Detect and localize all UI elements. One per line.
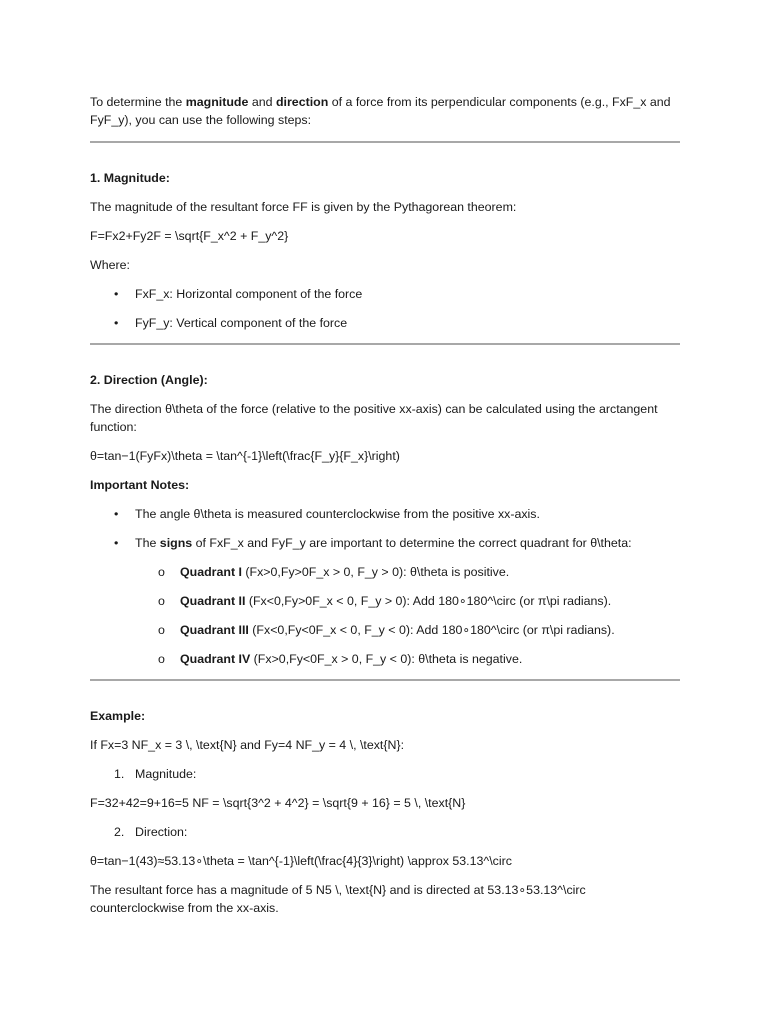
list-item-bold: signs — [159, 536, 193, 550]
where-label: Where: — [90, 258, 130, 272]
example-step-2 — [90, 823, 680, 841]
intro-bold-magnitude: magnitude — [185, 95, 249, 109]
quadrant-text: (Fx>0,Fy<0F_x > 0, F_y < 0): θ\theta is negative. — [250, 652, 523, 666]
quadrant-text: (Fx<0,Fy<0F_x < 0, F_y < 0): Add 180∘180^\circ (or π\pi radians). — [248, 623, 615, 637]
quadrant-item — [90, 563, 680, 581]
step-number: 1. — [114, 767, 125, 781]
list-item-text: FyF_y: Vertical component of the force — [135, 316, 348, 330]
example-magnitude-formula: F=32+42=9+16=5 NF = \sqrt{3^2 + 4^2} = \sqrt{9 + 16} = 5 \, \text{N} — [90, 796, 466, 810]
list-item-text: of FxF_x and FyF_y are important to determine the correct quadrant for θ\theta: — [192, 536, 632, 550]
magnitude-section — [90, 143, 680, 332]
bullet-icon: • — [114, 316, 119, 330]
example-given: If Fx=3 NF_x = 3 \, \text{N} and Fy=4 NF_y = 4 \, \text{N}: — [90, 738, 405, 752]
circle-bullet-icon: o — [158, 594, 165, 608]
intro-paragraph — [90, 93, 680, 129]
circle-bullet-icon: o — [158, 652, 165, 666]
component-list — [90, 285, 680, 332]
magnitude-heading: 1. Magnitude: — [90, 171, 170, 185]
list-item — [90, 285, 680, 303]
quadrant-name: Quadrant III — [180, 623, 249, 637]
list-item-text: The angle θ\theta is measured counterclockwise from the positive xx-axis. — [135, 507, 540, 521]
bullet-icon: • — [114, 287, 119, 301]
step-number: 2. — [114, 825, 125, 839]
quadrant-name: Quadrant I — [180, 565, 242, 579]
quadrant-item — [90, 650, 680, 668]
quadrant-list — [135, 563, 680, 668]
example-conclusion: The resultant force has a magnitude of 5 N5 \, \text{N} and is directed at 53.13∘53.13^\circ counterclockwise from the xx-axis. — [90, 883, 586, 915]
example-section — [90, 681, 680, 917]
intro-text: To determine the — [90, 95, 186, 109]
magnitude-formula: F=Fx2+Fy2F = \sqrt{F_x^2 + F_y^2} — [90, 229, 289, 243]
intro-text: and — [248, 95, 276, 109]
example-direction-formula: θ=tan−1(43)≈53.13∘\theta = \tan^{-1}\left(\frac{4}{3}\right) \approx 53.13^\circ — [90, 854, 512, 868]
list-item-text: FxF_x: Horizontal component of the force — [135, 287, 363, 301]
list-item — [90, 314, 680, 332]
quadrant-item — [90, 592, 680, 610]
notes-list — [90, 505, 680, 668]
circle-bullet-icon: o — [158, 623, 165, 637]
direction-section — [90, 345, 680, 668]
direction-description: The direction θ\theta of the force (relative to the positive xx-axis) can be calculated using the arctangent function: — [90, 402, 658, 434]
quadrant-text: (Fx>0,Fy>0F_x > 0, F_y > 0): θ\theta is positive. — [241, 565, 510, 579]
list-item — [90, 534, 680, 668]
document-page — [90, 93, 680, 928]
important-notes-heading: Important Notes: — [90, 478, 190, 492]
list-item — [90, 505, 680, 523]
step-label: Direction: — [135, 825, 188, 839]
example-heading: Example: — [90, 709, 146, 723]
magnitude-description: The magnitude of the resultant force FF is given by the Pythagorean theorem: — [90, 200, 517, 214]
example-step-1 — [90, 765, 680, 783]
intro-bold-direction: direction — [275, 95, 329, 109]
quadrant-text: (Fx<0,Fy>0F_x < 0, F_y > 0): Add 180∘180^\circ (or π\pi radians). — [245, 594, 612, 608]
step-label: Magnitude: — [135, 767, 197, 781]
list-item — [90, 823, 680, 841]
circle-bullet-icon: o — [158, 565, 165, 579]
list-item — [90, 765, 680, 783]
bullet-icon: • — [114, 536, 119, 550]
bullet-icon: • — [114, 507, 119, 521]
quadrant-name: Quadrant IV — [180, 652, 251, 666]
quadrant-name: Quadrant II — [180, 594, 246, 608]
intro-text: of a force from its perpendicular components (e.g., FxF_x and FyF_y), you can use the following steps: — [90, 95, 671, 127]
direction-formula: θ=tan−1(FyFx)\theta = \tan^{-1}\left(\frac{F_y}{F_x}\right) — [90, 449, 400, 463]
direction-heading: 2. Direction (Angle): — [90, 373, 208, 387]
quadrant-item — [90, 621, 680, 639]
list-item-text: The — [135, 536, 160, 550]
